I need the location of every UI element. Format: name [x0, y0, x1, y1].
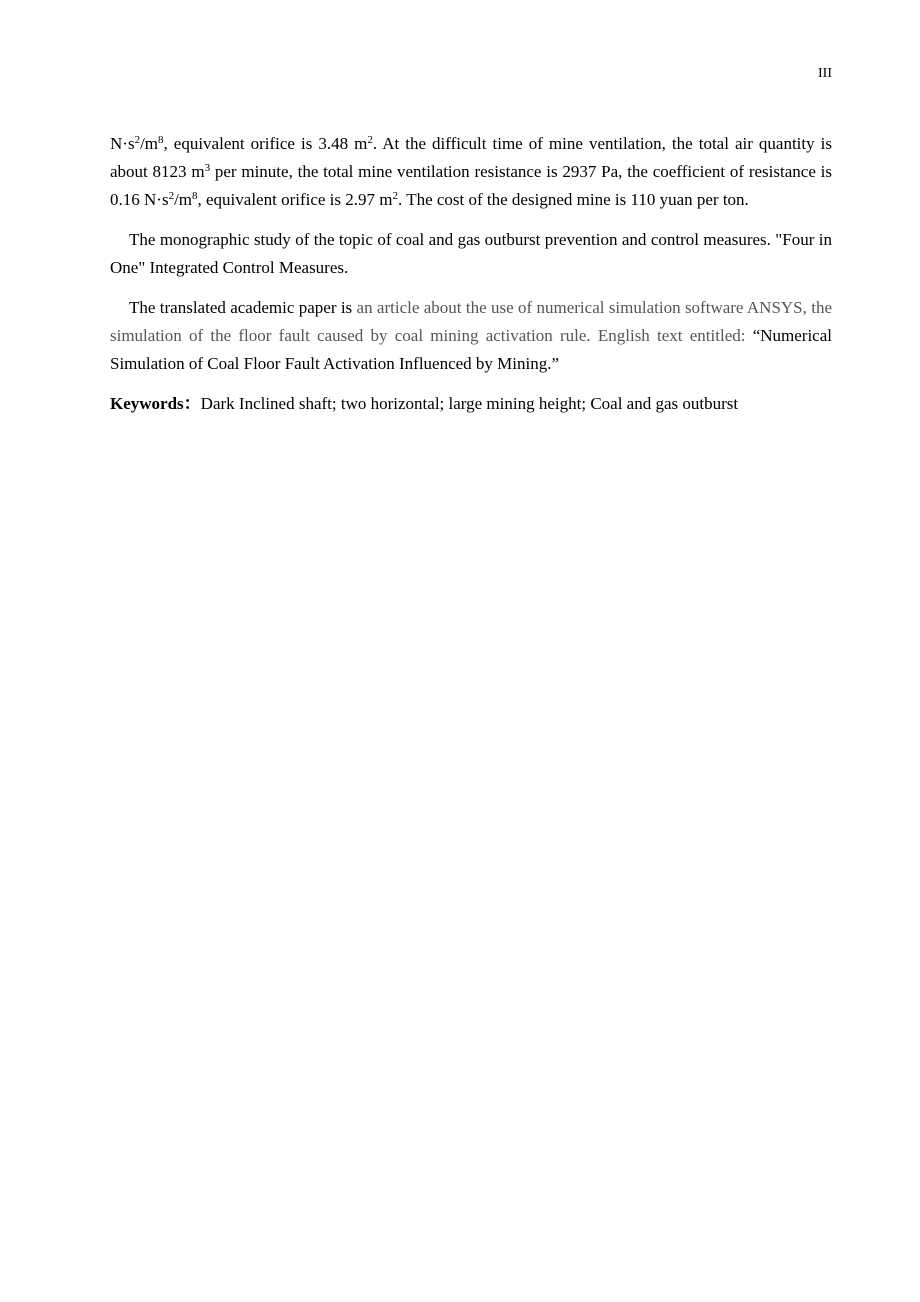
p1-sup-3: 2 [367, 133, 373, 146]
p1-text-5: per minute, the total mine ventilation resistance is 2937 Pa, the coefficient of resistance is 0.16 N·s [110, 162, 832, 209]
keywords-text: Dark Inclined shaft; two horizontal; large mining height; Coal and gas outburst [200, 394, 739, 413]
paragraph-monographic-study: The monographic study of the topic of coal and gas outburst prevention and control measures. "Four in One" Integrated Control Measures. [110, 230, 832, 277]
keywords-line [110, 390, 832, 418]
p1-text-7: , equivalent orifice is 2.97 m [197, 190, 393, 209]
abstract-body [110, 130, 832, 430]
p1-sup-6: 8 [192, 189, 198, 202]
p1-text-8: . The cost of the designed mine is 110 yuan per ton. [398, 190, 749, 209]
p1-text-2: /m [140, 134, 159, 153]
p1-sup-5: 2 [168, 189, 175, 202]
p3-text-3: “Numerical Simulation of Coal Floor Fault Activation Influenced by Mining.” [110, 326, 832, 373]
p3-text-2: an article about the use of numerical simulation software ANSYS, the simulation of the floor fault caused by coal mining activation rule. English text entitled: [110, 298, 832, 345]
p1-sup-2: 8 [158, 133, 164, 146]
p3-text-1: The translated academic paper is [129, 298, 357, 317]
p1-text-1: N·s [110, 134, 135, 153]
paragraph-translated-paper [110, 294, 832, 378]
page-number: III [818, 66, 832, 81]
p1-text-4: . At the difficult time of mine ventilation, the total air quantity is about 8123 m [110, 134, 832, 181]
p1-text-6: /m [174, 190, 193, 209]
p1-sup-4: 3 [204, 161, 211, 174]
keywords-label: Keywords： [110, 394, 201, 413]
paragraph-ventilation [110, 130, 832, 214]
p1-text-3: , equivalent orifice is 3.48 m [163, 134, 368, 153]
p1-sup-1: 2 [134, 133, 141, 146]
p1-sup-7: 2 [392, 189, 398, 202]
